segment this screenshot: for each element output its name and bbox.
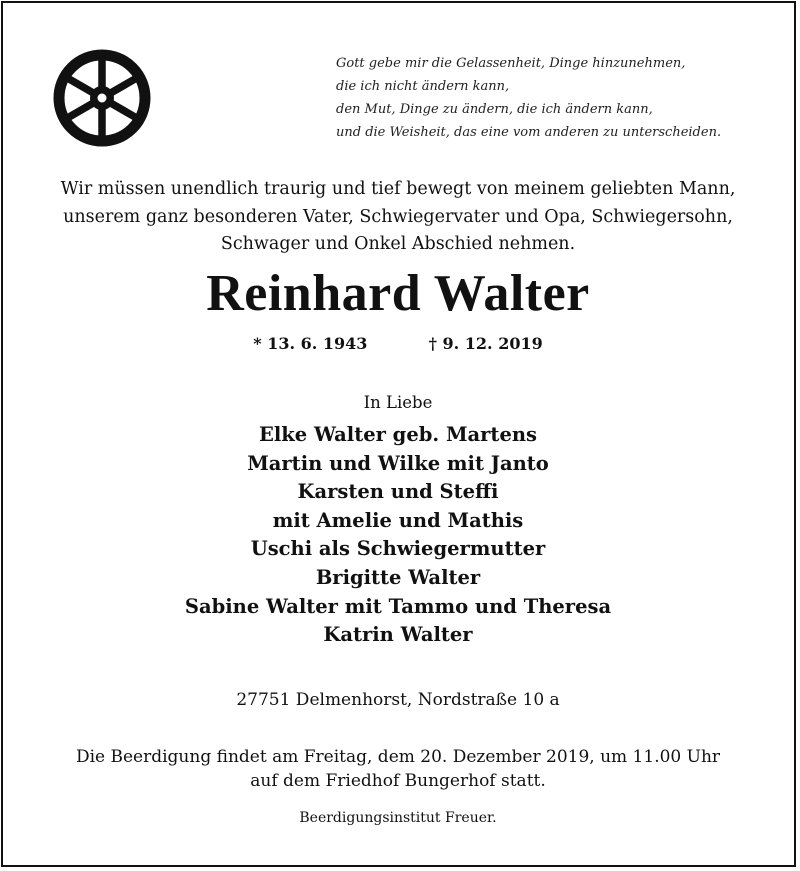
wagon-wheel-icon bbox=[52, 48, 152, 148]
quote-line: die ich nicht ändern kann, bbox=[336, 79, 510, 94]
life-dates bbox=[0, 332, 796, 356]
mourner-name: Sabine Walter mit Tammo und Theresa bbox=[184, 594, 612, 618]
undertaker-name: Beerdigungsinstitut Freuer. bbox=[299, 810, 497, 826]
mourner-name: Karsten und Steffi bbox=[297, 480, 499, 504]
quote-line: den Mut, Dinge zu ändern, die ich ändern kann, bbox=[336, 102, 653, 117]
mourner-name: Katrin Walter bbox=[323, 623, 473, 647]
quote-line: und die Weisheit, das eine vom anderen zu unterscheiden. bbox=[336, 125, 722, 140]
mourner-name: mit Amelie und Mathis bbox=[272, 508, 524, 532]
mourner-name: Brigitte Walter bbox=[315, 565, 481, 589]
death-date: † 9. 12. 2019 bbox=[428, 334, 543, 353]
quote-line: Gott gebe mir die Gelassenheit, Dinge hinzunehmen, bbox=[336, 56, 686, 71]
serenity-prayer bbox=[336, 52, 776, 144]
mourners-list bbox=[0, 421, 796, 650]
intro-line: Schwager und Onkel Abschied nehmen. bbox=[220, 234, 576, 254]
intro-line: Wir müssen unendlich traurig und tief bewegt von meinem geliebten Mann, bbox=[60, 179, 736, 199]
funeral-line: auf dem Friedhof Bungerhof statt. bbox=[250, 771, 546, 791]
mourner-name: Martin und Wilke mit Janto bbox=[247, 451, 549, 475]
family-address: 27751 Delmenhorst, Nordstraße 10 a bbox=[236, 690, 560, 710]
intro-text bbox=[0, 176, 796, 259]
deceased-name: Reinhard Walter bbox=[206, 265, 590, 322]
mourners-heading: In Liebe bbox=[363, 393, 433, 412]
mourner-name: Uschi als Schwiegermutter bbox=[250, 537, 546, 561]
intro-line: unserem ganz besonderen Vater, Schwiegervater und Opa, Schwiegersohn, bbox=[63, 206, 733, 227]
funeral-line: Die Beerdigung findet am Freitag, dem 20. Dezember 2019, um 11.00 Uhr bbox=[75, 747, 721, 767]
funeral-details bbox=[0, 745, 796, 793]
mourner-name: Elke Walter geb. Martens bbox=[258, 423, 538, 446]
birth-date: * 13. 6. 1943 bbox=[253, 334, 368, 353]
